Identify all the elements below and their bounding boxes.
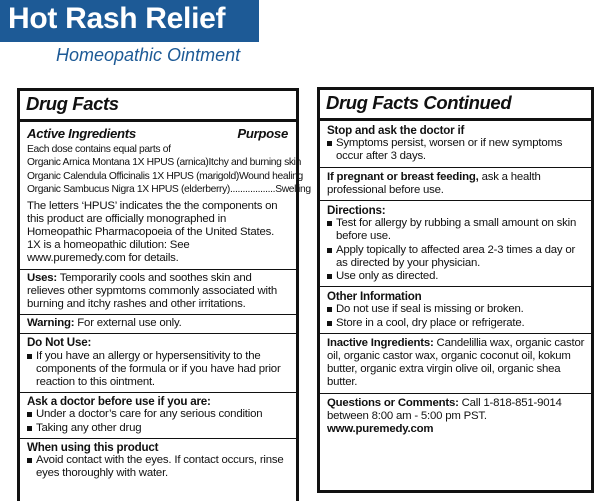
stop-section	[320, 118, 591, 167]
pregnancy-section	[320, 167, 591, 200]
uses-section	[20, 269, 296, 315]
ingredient-row	[20, 183, 311, 196]
warning-text: For external use only.	[77, 317, 182, 330]
active-ingredients-heading: Active Ingredients	[27, 126, 136, 141]
do-not-use-heading: Do Not Use:	[27, 336, 92, 350]
ingredient-purpose: Swelling	[275, 184, 311, 196]
product-subtitle: Homeopathic Ointment	[56, 45, 241, 65]
when-using-heading: When using this product	[27, 440, 159, 454]
other-information-item: Store in a cool, dry place or refrigerate.	[327, 317, 585, 330]
ask-doctor-section	[20, 392, 296, 438]
drug-facts-continued-panel	[317, 87, 594, 493]
stop-item: Symptoms persist, worsen or if new symptoms occur after 3 days.	[327, 137, 585, 163]
active-ingredients-section	[20, 119, 311, 269]
leader-dots: ..................	[229, 184, 276, 196]
ingredient-purpose: Itchy and burning skin	[208, 157, 301, 169]
directions-section	[320, 200, 591, 286]
questions-text: Call 1-818-851-9014 between 8:00 am - 5:00 pm PST.	[327, 396, 562, 422]
questions-label: Questions or Comments:	[327, 396, 459, 409]
purpose-heading: Purpose	[237, 126, 288, 141]
ingredient-row	[20, 170, 303, 183]
dose-intro-text: Each dose contains equal parts of	[27, 144, 171, 155]
do-not-use-section	[20, 333, 296, 392]
website-link[interactable]: www.puremedy.com	[327, 423, 434, 436]
ask-doctor-heading: Ask a doctor before use if you are:	[27, 395, 211, 409]
warning-section	[20, 314, 296, 333]
inactive-ingredients-label: Inactive Ingredients:	[327, 336, 434, 349]
uses-label: Uses:	[27, 271, 58, 284]
other-information-heading: Other Information	[327, 290, 422, 304]
ask-doctor-item: Under a doctor’s care for any serious condition	[27, 408, 290, 421]
pregnancy-text: ask a health professional before use.	[327, 170, 541, 196]
other-information-item: Do not use if seal is missing or broken.	[327, 303, 585, 316]
ingredient-name: Organic Sambucus Nigra 1X HPUS (elderberry)	[27, 184, 230, 196]
directions-heading: Directions:	[327, 204, 386, 218]
ingredient-name: Organic Arnica Montana 1X HPUS (arnica)	[27, 157, 209, 169]
when-using-section	[20, 438, 296, 484]
other-information-section	[320, 286, 591, 333]
hpus-note: The letters ‘HPUS’ indicates the the components on this product are officially monographed in Homeopathic Pharmacopoeia of the United States. 1X is a homeopathic dilution: See www.puremedy.com for details.	[27, 199, 278, 265]
active-ingredients-header	[20, 122, 296, 142]
directions-item: Test for allergy by rubbing a small amount on skin before use.	[327, 217, 585, 243]
ask-doctor-item: Taking any other drug	[27, 422, 290, 435]
do-not-use-item: If you have an allergy or hypersensitivity to the components of the formula or if you have had prior reaction to this ointment.	[27, 350, 290, 390]
directions-item: Apply topically to affected area 2-3 times a day or as directed by your physician.	[327, 244, 585, 270]
ingredient-row	[20, 156, 301, 169]
inactive-ingredients-text: Candelillia wax, organic castor oil, organic castor wax, organic coconut oil, kokum butter, organic extra virgin olive oil, organic shea butter.	[327, 336, 585, 389]
ingredient-name: Organic Calendula Officinalis 1X HPUS (marigold)	[27, 170, 239, 182]
drug-facts-continued-title: Drug Facts Continued	[326, 92, 512, 113]
questions-section	[320, 393, 591, 440]
inactive-ingredients-section	[320, 333, 591, 393]
drug-facts-title: Drug Facts	[26, 93, 119, 114]
pregnancy-label: If pregnant or breast feeding,	[327, 170, 479, 183]
directions-item: Use only as directed.	[327, 270, 585, 283]
warning-label: Warning:	[27, 317, 75, 330]
drug-facts-panel	[17, 88, 311, 501]
ingredient-purpose: Wound healing	[238, 170, 303, 182]
uses-text: Temporarily cools and soothes skin and relieves other sypmtoms commonly associated with burning and itchy rashes and other irritations.	[27, 271, 277, 311]
title-banner	[0, 0, 259, 42]
when-using-item: Avoid contact with the eyes. If contact occurs, rinse eyes thoroughly with water.	[27, 454, 290, 480]
dose-intro	[20, 142, 296, 156]
stop-heading: Stop and ask the doctor if	[327, 124, 465, 137]
product-title: Hot Rash Relief	[8, 2, 226, 35]
